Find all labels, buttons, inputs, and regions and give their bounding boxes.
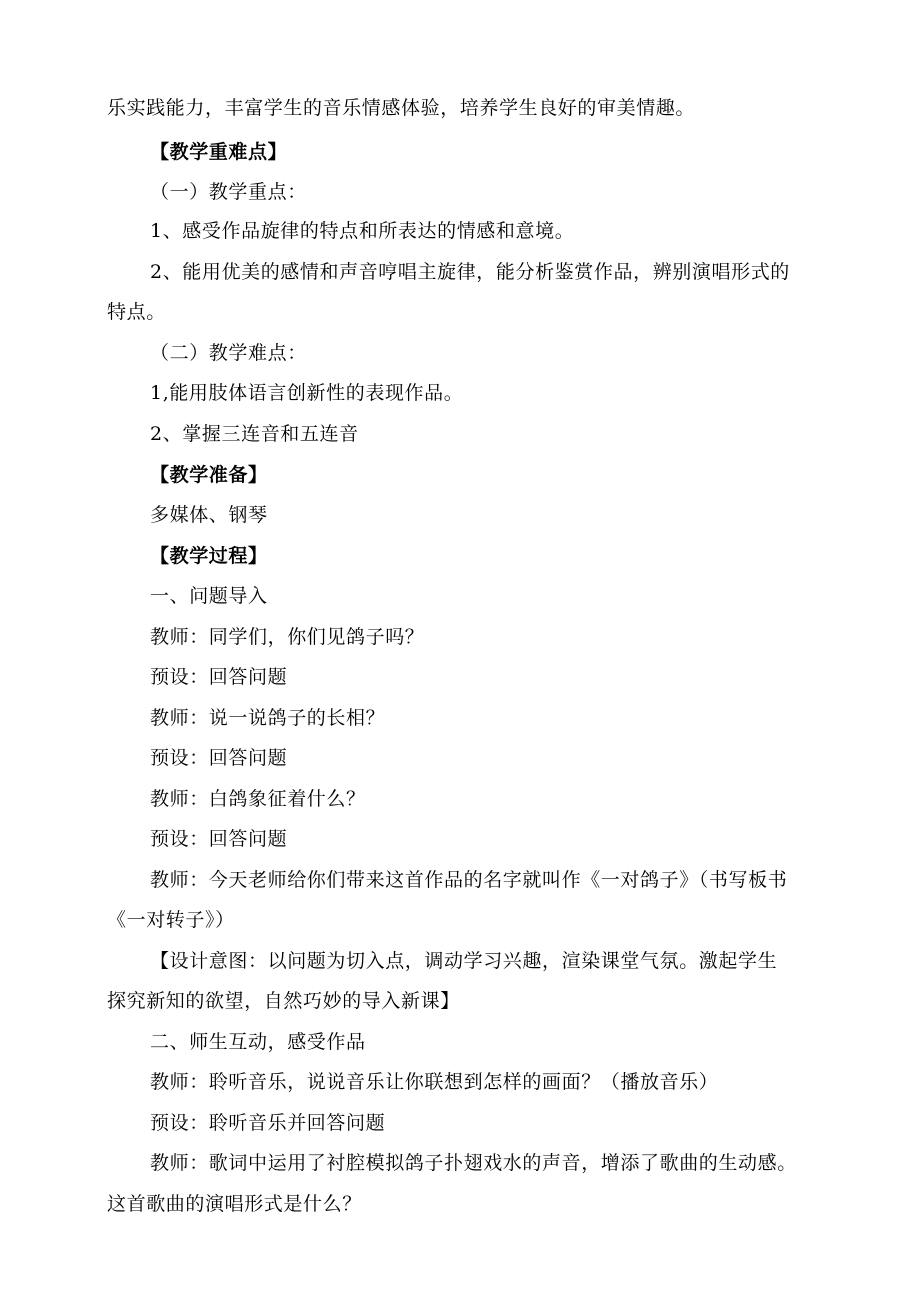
list-item: 2、能用优美的感情和声音哼唱主旋律，能分析鉴赏作品，辨别演唱形式的 <box>150 261 790 283</box>
paragraph-line: 这首歌曲的演唱形式是什么？ <box>107 1193 362 1215</box>
section-heading-preparation: 【教学准备】 <box>150 464 268 486</box>
paragraph-line: 《一对转子》） <box>107 909 235 931</box>
design-intent-note: 【设计意图：以问题为切入点，调动学习兴趣，渲染课堂气氛。激起学生 <box>150 950 778 972</box>
paragraph-line: 探究新知的欲望，自然巧妙的导入新课】 <box>107 990 460 1012</box>
paragraph-line: 多媒体、钢琴 <box>150 504 268 526</box>
subheading-teaching-difficulty: （二）教学难点： <box>150 342 307 364</box>
dialogue-line: 预设：回答问题 <box>150 666 288 688</box>
dialogue-line: 预设：回答问题 <box>150 828 288 850</box>
dialogue-line: 教师：今天老师给你们带来这首作品的名字就叫作《一对鸽子》（书写板书 <box>150 869 788 891</box>
subheading-teaching-focus: （一）教学重点： <box>150 181 307 203</box>
step-heading: 二、师生互动，感受作品 <box>150 1031 366 1053</box>
dialogue-line: 教师：歌词中运用了衬腔模拟鸽子扑翅戏水的声音，增添了歌曲的生动感。 <box>150 1152 797 1174</box>
list-item: 1、感受作品旋律的特点和所表达的情感和意境。 <box>150 220 575 242</box>
list-item: 2、掌握三连音和五连音 <box>150 423 359 445</box>
step-heading: 一、问题导入 <box>150 585 268 607</box>
dialogue-line: 教师：同学们，你们见鸽子吗？ <box>150 626 425 648</box>
paragraph-line: 乐实践能力，丰富学生的音乐情感体验，培养学生良好的审美情趣。 <box>107 97 696 119</box>
dialogue-line: 教师：说一说鸽子的长相？ <box>150 707 386 729</box>
dialogue-line: 教师：白鸽象征着什么？ <box>150 788 366 810</box>
dialogue-line: 预设：聆听音乐并回答问题 <box>150 1112 386 1134</box>
section-heading-key-points: 【教学重难点】 <box>150 141 288 163</box>
dialogue-line: 预设：回答问题 <box>150 747 288 769</box>
dialogue-line: 教师：聆听音乐，说说音乐让你联想到怎样的画面？（播放音乐） <box>150 1071 719 1093</box>
list-item: 1,能用肢体语言创新性的表现作品。 <box>150 382 464 404</box>
section-heading-process: 【教学过程】 <box>150 545 268 567</box>
paragraph-line: 特点。 <box>107 301 166 323</box>
